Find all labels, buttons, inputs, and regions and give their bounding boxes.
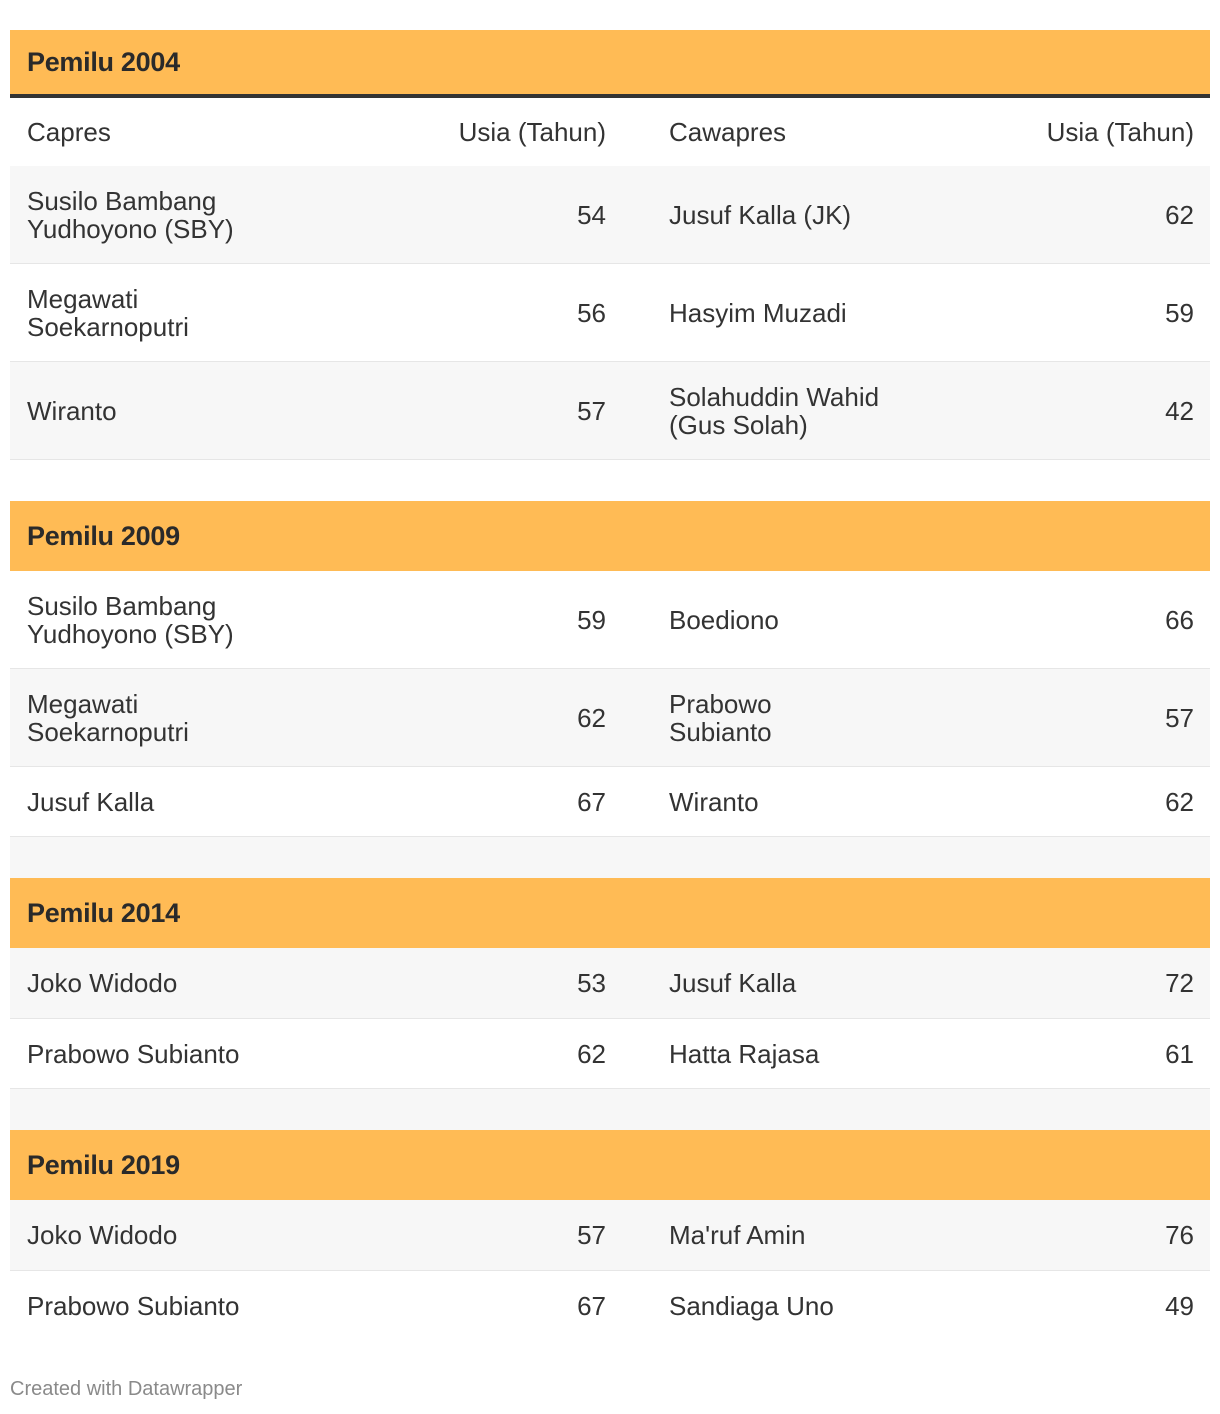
group-spacer [10,1089,1210,1130]
column-header-cawapres: Cawapres [669,117,787,147]
cawapres-name: Jusuf Kalla (JK) [669,199,852,230]
column-header-capres-age: Usia (Tahun) [458,117,606,147]
table-row [10,1271,1210,1341]
capres-age: 56 [577,297,606,328]
table-row [10,1019,1210,1089]
table-row [10,166,1210,264]
cawapres-age: 59 [1165,297,1194,328]
cawapres-name: Wiranto [669,786,759,817]
capres-name: Susilo Bambang Yudhoyono (SBY) [27,590,234,649]
cawapres-name: Hasyim Muzadi [669,297,847,328]
capres-name: Prabowo Subianto [27,1291,240,1321]
group-spacer [10,837,1210,878]
group-header-2009: Pemilu 2009 [10,501,1210,571]
capres-age: 54 [577,199,606,230]
datawrapper-credit[interactable]: Created with Datawrapper [10,1378,243,1400]
capres-name: Joko Widodo [27,1220,178,1250]
column-header-capres: Capres [27,117,111,147]
column-header-cawapres-age: Usia (Tahun) [1046,117,1194,147]
group-header-2014: Pemilu 2014 [10,878,1210,948]
table-row [10,948,1210,1019]
capres-age: 57 [577,1220,606,1250]
capres-age: 57 [577,395,606,426]
capres-age: 59 [577,604,606,635]
cawapres-name: Solahuddin Wahid (Gus Solah) [669,381,880,440]
table-row [10,362,1210,460]
capres-name: Jusuf Kalla [27,786,155,817]
cawapres-name: Ma'ruf Amin [669,1220,806,1250]
cawapres-age: 72 [1165,968,1194,998]
group-header-2019: Pemilu 2019 [10,1130,1210,1200]
table-row [10,264,1210,362]
table-row [10,1200,1210,1271]
capres-age: 62 [577,702,606,733]
cawapres-name: Hatta Rajasa [669,1038,820,1069]
cawapres-name: Boediono [669,604,779,635]
capres-age: 62 [577,1038,606,1069]
cawapres-name: Sandiaga Uno [669,1291,834,1321]
cawapres-age: 62 [1165,786,1194,817]
cawapres-age: 66 [1165,604,1194,635]
group-header-2004: Pemilu 2004 [10,30,1210,94]
capres-age: 67 [577,1291,606,1321]
cawapres-name: Prabowo Subianto [669,688,772,747]
cawapres-age: 62 [1165,199,1194,230]
cawapres-name: Jusuf Kalla [669,968,797,998]
cawapres-age: 42 [1165,395,1194,426]
table-row [10,767,1210,837]
capres-name: Wiranto [27,395,117,426]
capres-name: Prabowo Subianto [27,1038,240,1069]
table-row [10,571,1210,669]
capres-name: Susilo Bambang Yudhoyono (SBY) [27,185,234,244]
capres-name: Joko Widodo [27,968,178,998]
capres-name: Megawati Soekarnoputri [27,688,189,747]
cawapres-age: 76 [1165,1220,1194,1250]
capres-age: 53 [577,968,606,998]
cawapres-age: 57 [1165,702,1194,733]
cawapres-age: 61 [1165,1038,1194,1069]
group-spacer [10,460,1210,501]
election-age-table [10,30,1210,1341]
capres-age: 67 [577,786,606,817]
capres-name: Megawati Soekarnoputri [27,283,189,342]
column-header-row [10,94,1210,166]
table-row [10,669,1210,767]
cawapres-age: 49 [1165,1291,1194,1321]
